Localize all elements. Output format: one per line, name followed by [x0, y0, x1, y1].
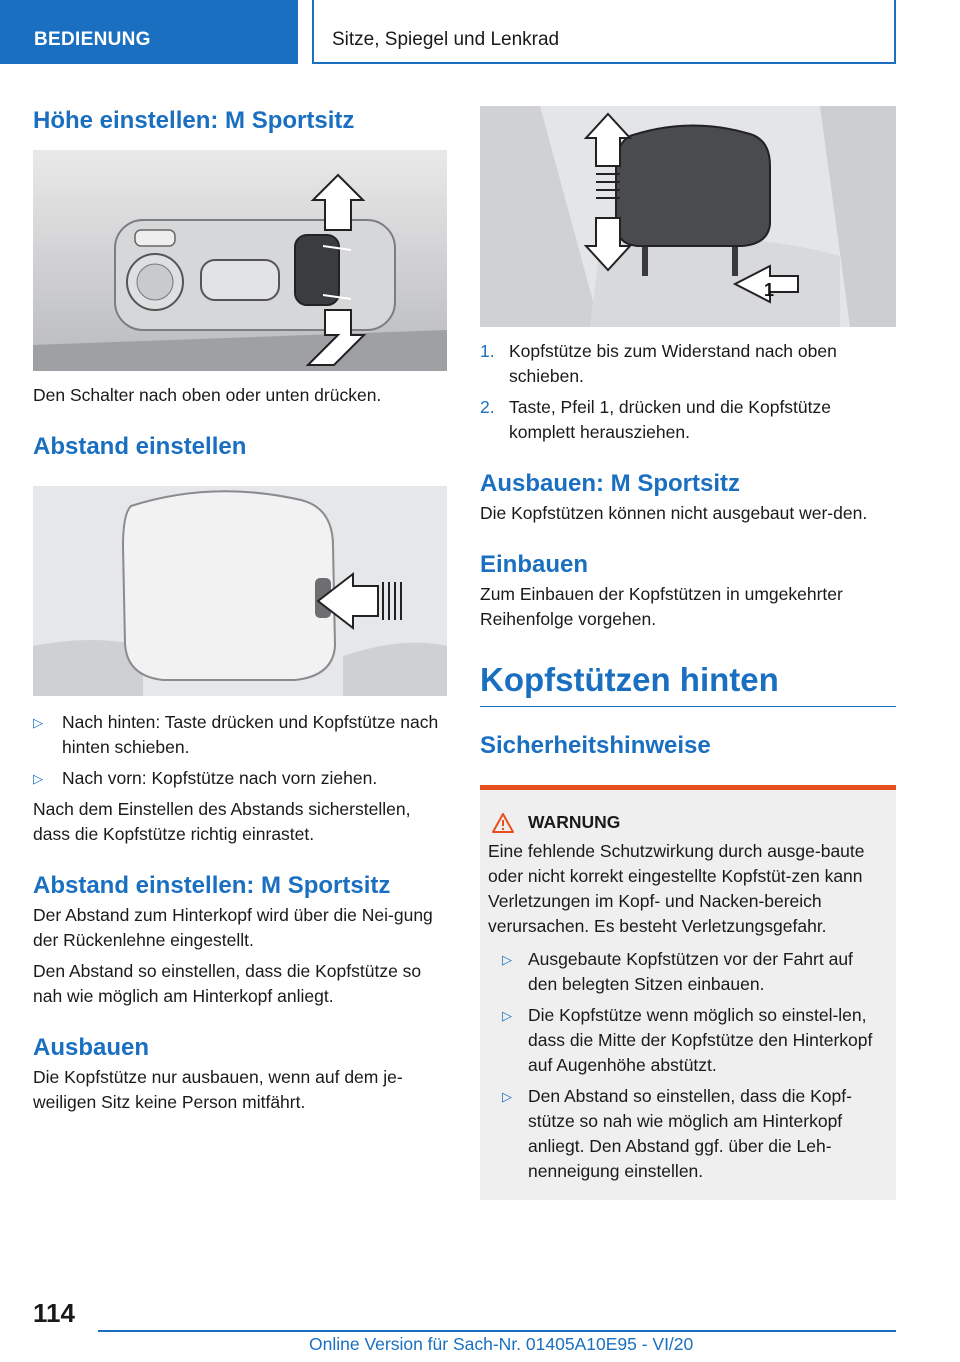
text-after-adjust: Nach dem Einstellen des Abstands sicherstellen, dass die Kopfstütze richtig einrastet. — [33, 799, 411, 844]
figure-headrest-removal — [480, 106, 896, 327]
text-install: Zum Einbauen der Kopfstützen in umgekehrter Reihenfolge vorgehen. — [480, 584, 843, 629]
list-item: 2. Taste, Pfeil 1, drücken und die Kopfstütze komplett herausziehen. — [480, 397, 831, 442]
figure-seat-switch — [33, 150, 447, 371]
figure-headrest-distance — [33, 486, 447, 696]
headrest-removal-illustration — [480, 106, 896, 327]
figure-label-1: 1 — [764, 280, 775, 300]
heading-distance-m-sport: Abstand einstellen: M Sportsitz — [33, 872, 391, 899]
text-distance-m1: Der Abstand zum Hinterkopf wird über die Nei-gung der Rückenlehne eingestellt. — [33, 905, 433, 950]
heading-remove-m-sport: Ausbauen: M Sportsitz — [480, 470, 741, 497]
bullet-triangle-icon: ▷ — [502, 1089, 512, 1104]
list-item: ▷ Nach hinten: Taste drücken und Kopfstütze nach hinten schieben. — [33, 712, 439, 757]
removal-steps — [480, 339, 896, 445]
list-item: ▷ Ausgebaute Kopfstützen vor der Fahrt auf den belegten Sitzen einbauen. — [502, 949, 853, 994]
bullet-triangle-icon: ▷ — [33, 715, 43, 730]
warning-box — [480, 785, 896, 1200]
heading-height-m-sport: Höhe einstellen: M Sportsitz — [33, 107, 355, 134]
warning-title: WARNUNG — [488, 810, 880, 835]
text-distance-m2: Den Abstand so einstellen, dass die Kopfstütze so nah wie möglich am Hinterkopf anliegt. — [33, 961, 422, 1006]
bullet-triangle-icon: ▷ — [33, 771, 43, 786]
heading-rear-headrests: Kopfstützen hinten — [480, 660, 896, 707]
distance-bullets — [33, 710, 449, 791]
list-item: ▷ Den Abstand so einstellen, dass die Kopf-stütze so nah wie möglich am Hinterkopf anliegt. Den Abstand ggf. über die Leh-nenneigung einstellen. — [502, 1086, 852, 1181]
right-column — [480, 106, 896, 1200]
heading-remove: Ausbauen — [33, 1034, 150, 1061]
warning-bullets — [488, 947, 880, 1184]
list-item: ▷ Nach vorn: Kopfstütze nach vorn ziehen. — [33, 766, 449, 791]
warning-triangle-icon — [492, 813, 514, 833]
heading-safety: Sicherheitshinweise — [480, 732, 711, 759]
bullet-triangle-icon: ▷ — [502, 1008, 512, 1023]
bullet-triangle-icon: ▷ — [502, 952, 512, 967]
text-switch-instruction: Den Schalter nach oben oder unten drücken. — [33, 385, 382, 405]
page-number: 114 — [33, 1298, 75, 1328]
warning-text: Eine fehlende Schutzwirkung durch ausge-baute oder nicht korrekt eingestellte Kopfstüt-zen kann Verletzungen im Kopf- und Nacken-bereich verursachen. Es besteht Verletzungsgefahr. — [488, 841, 865, 936]
list-item: ▷ Die Kopfstütze wenn möglich so einstel-len, dass die Mitte der Kopfstütze den Hinterkopf auf Augenhöhe abstützt. — [502, 1005, 873, 1075]
step-number: 2. — [480, 397, 495, 417]
footer-divider — [98, 1330, 896, 1332]
text-remove-m: Die Kopfstützen können nicht ausgebaut wer-den. — [480, 503, 868, 523]
footer-version: Online Version für Sach-Nr. 01405A10E95 - VI/20 — [309, 1334, 694, 1354]
heading-distance: Abstand einstellen — [33, 433, 247, 460]
headrest-distance-illustration — [33, 486, 447, 696]
header-section: BEDIENUNG — [0, 0, 298, 64]
step-number: 1. — [480, 341, 495, 361]
left-column — [33, 106, 449, 1115]
text-remove: Die Kopfstütze nur ausbauen, wenn auf dem je-weiligen Sitz keine Person mitfährt. — [33, 1067, 403, 1112]
seat-switch-illustration — [33, 150, 447, 371]
header-chapter: Sitze, Spiegel und Lenkrad — [312, 0, 896, 64]
list-item: 1. Kopfstütze bis zum Widerstand nach oben schieben. — [480, 341, 837, 386]
heading-install: Einbauen — [480, 551, 589, 578]
